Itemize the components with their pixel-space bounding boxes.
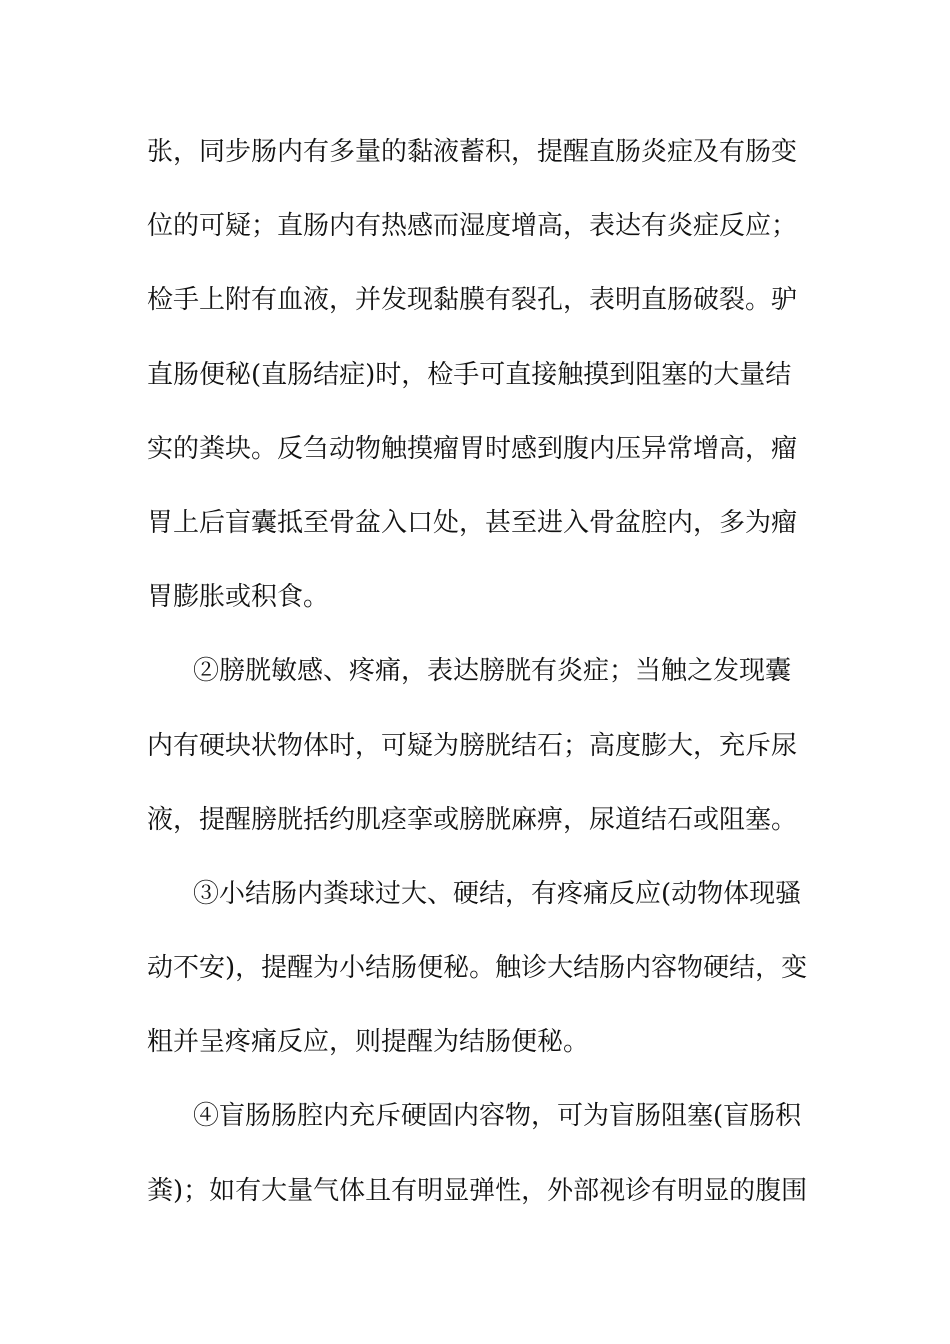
text-line: 实的粪块。反刍动物触摸瘤胃时感到腹内压异常增高，瘤	[147, 433, 798, 464]
text-line: 粗并呈疼痛反应，则提醒为结肠便秘。	[147, 1027, 590, 1058]
text-line: 胃膨胀或积食。	[147, 582, 330, 613]
text-line: 胃上后盲囊抵至骨盆入口处，甚至进入骨盆腔内，多为瘤	[147, 507, 798, 538]
document-body	[147, 127, 807, 1240]
paragraph-start-line: ③小结肠内粪球过大、硬结，有疼痛反应(动物体现骚	[193, 878, 802, 909]
text-line: 动不安)，提醒为小结肠便秘。触诊大结肠内容物硬结，变	[147, 953, 808, 984]
text-line: 直肠便秘(直肠结症)时，检手可直接触摸到阻塞的大量结	[147, 359, 792, 390]
text-line: 张，同步肠内有多量的黏液蓄积，提醒直肠炎症及有肠变	[147, 137, 798, 167]
paragraph-start-line: ②膀胱敏感、疼痛，表达膀胱有炎症；当触之发现囊	[193, 656, 792, 687]
text-line: 内有硬块状物体时，可疑为膀胱结石；高度膨大，充斥尿	[147, 730, 798, 761]
text-line: 粪)；如有大量气体且有明显弹性，外部视诊有明显的腹围	[147, 1175, 808, 1206]
text-line: 检手上附有血液，并发现黏膜有裂孔，表明直肠破裂。驴	[147, 285, 798, 316]
text-line: 液，提醒膀胱括约肌痉挛或膀胱麻痹，尿道结石或阻塞。	[147, 804, 798, 835]
paragraph-start-line: ④盲肠肠腔内充斥硬固内容物，可为盲肠阻塞(盲肠积	[193, 1101, 802, 1132]
text-line: 位的可疑；直肠内有热感而湿度增高，表达有炎症反应；	[147, 211, 798, 242]
